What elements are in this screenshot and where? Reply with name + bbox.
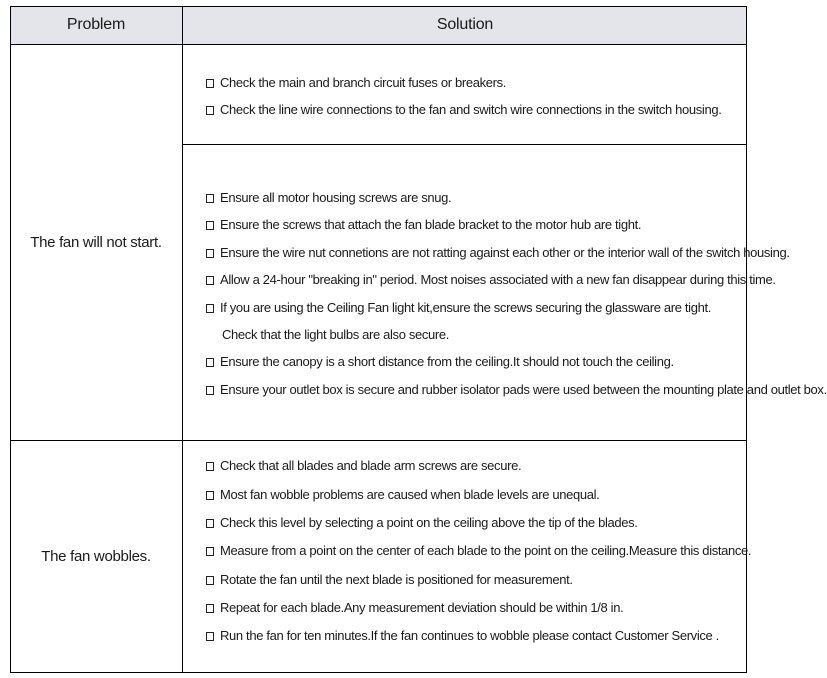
table-border-top — [10, 6, 747, 7]
table-border-bottom — [10, 672, 747, 673]
checkbox-icon — [206, 491, 214, 500]
checkbox-icon — [206, 576, 214, 585]
checkbox-icon — [206, 358, 214, 367]
checkbox-icon — [206, 221, 214, 230]
group-divider — [182, 144, 747, 145]
checkbox-icon — [206, 106, 214, 115]
troubleshooting-table — [10, 6, 827, 673]
solution-item: Run the fan for ten minutes.If the fan continues to wobble please contact Customer Service . — [206, 628, 719, 644]
solution-item: Ensure the canopy is a short distance from the ceiling.It should not touch the ceiling. — [206, 354, 674, 370]
checkbox-icon — [206, 632, 214, 641]
solution-item: Check that all blades and blade arm screws are secure. — [206, 458, 521, 474]
solution-item: Allow a 24-hour "breaking in" period. Most noises associated with a new fan disappear during this time. — [206, 272, 776, 288]
checkbox-icon — [206, 79, 214, 88]
column-divider — [182, 6, 183, 673]
solution-item: Check the line wire connections to the fan and switch wire connections in the switch housing. — [206, 102, 721, 118]
checkbox-icon — [206, 519, 214, 528]
table-border-right — [746, 6, 747, 673]
problem-cell-wobbles: The fan wobbles. — [41, 548, 151, 565]
solution-column-header: Solution — [436, 16, 494, 33]
solution-item-continuation: Check that the light bulbs are also secure. — [222, 327, 450, 342]
solution-item: Most fan wobble problems are caused when blade levels are unequal. — [206, 487, 599, 503]
solution-item: Repeat for each blade.Any measurement deviation should be within 1/8 in. — [206, 600, 623, 616]
solution-item: Measure from a point on the center of each blade to the point on the ceiling.Measure this distance. — [206, 543, 751, 559]
checkbox-icon — [206, 304, 214, 313]
checkbox-icon — [206, 604, 214, 613]
checkbox-icon — [206, 547, 214, 556]
solution-item: Check the main and branch circuit fuses or breakers. — [206, 75, 506, 91]
solution-item: Ensure the screws that attach the fan blade bracket to the motor hub are tight. — [206, 217, 641, 233]
solution-item: Ensure all motor housing screws are snug. — [206, 190, 451, 206]
solution-item: Ensure the wire nut connetions are not ratting against each other or the interior wall of the switch housing. — [206, 245, 790, 261]
checkbox-icon — [206, 249, 214, 258]
checkbox-icon — [206, 386, 214, 395]
solution-item: Ensure your outlet box is secure and rubber isolator pads were used between the mounting plate and outlet box. — [206, 382, 827, 398]
checkbox-icon — [206, 462, 214, 471]
checkbox-icon — [206, 276, 214, 285]
problem-cell-not-start: The fan will not start. — [30, 234, 162, 251]
solution-item: If you are using the Ceiling Fan light kit,ensure the screws securing the glassware are tight. — [206, 300, 711, 316]
solution-item: Rotate the fan until the next blade is positioned for measurement. — [206, 572, 573, 588]
checkbox-icon — [206, 194, 214, 203]
problem-column-header: Problem — [66, 16, 126, 33]
solution-item: Check this level by selecting a point on the ceiling above the tip of the blades. — [206, 515, 638, 531]
